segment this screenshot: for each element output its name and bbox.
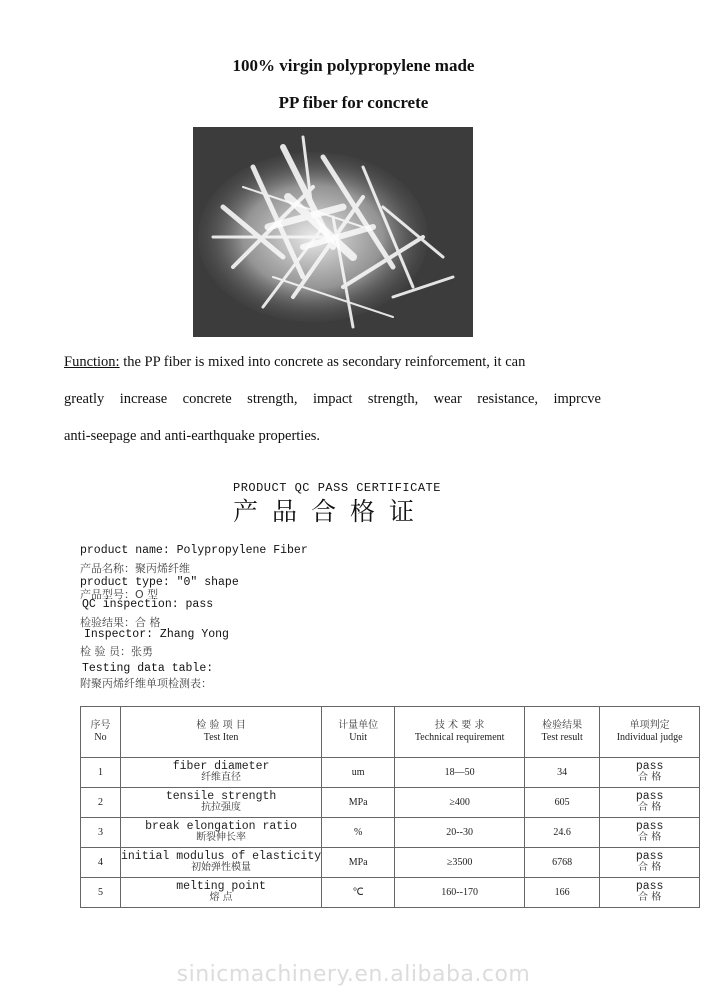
table-row: [81, 788, 700, 818]
row-judge-en: pass: [635, 820, 664, 833]
testing-table-title-zh: 附聚丙烯纤维单项检测表：: [80, 677, 212, 690]
row-judge-zh: 合 格: [638, 832, 662, 843]
row-requirement: ≥400: [395, 788, 525, 818]
function-text-1: the PP fiber is mixed into concrete as secondary reinforcement, it can: [119, 354, 526, 370]
row-judge: [600, 758, 700, 788]
row-result: 166: [525, 878, 600, 908]
row-item-zh: 初始弹性模量: [191, 862, 252, 873]
function-label: Function:: [64, 354, 120, 370]
table-row: [81, 848, 700, 878]
row-requirement: 160--170: [395, 878, 525, 908]
row-judge: [600, 818, 700, 848]
row-unit: ℃: [322, 878, 395, 908]
header-no-en: No: [94, 732, 107, 743]
row-result: 6768: [525, 848, 600, 878]
row-item: [121, 758, 322, 788]
row-unit: %: [322, 818, 395, 848]
header-unit-zh: 计量单位: [338, 720, 379, 731]
header-test-item-zh: 检 验 项 目: [196, 720, 246, 731]
header-judge-en: Individual judge: [616, 732, 683, 743]
table-row: [81, 818, 700, 848]
row-judge-zh: 合 格: [638, 772, 662, 783]
row-item-en: initial modulus of elasticity: [121, 850, 322, 863]
row-requirement: ≥3500: [395, 848, 525, 878]
header-result: [525, 707, 600, 758]
header-test-item-en: Test Iten: [203, 732, 239, 743]
table-header-row: [81, 707, 700, 758]
row-judge: [600, 788, 700, 818]
product-name-zh: 产品名称：聚丙烯纤维: [80, 562, 190, 575]
header-requirement: [395, 707, 525, 758]
product-type-en: product type: "0" shape: [80, 576, 239, 589]
row-no: 1: [81, 758, 121, 788]
header-no-zh: 序号: [90, 720, 111, 731]
row-judge-en: pass: [635, 880, 664, 893]
row-item-zh: 熔 点: [209, 892, 233, 903]
testing-table-title-en: Testing data table:: [82, 662, 214, 675]
header-requirement-en: Technical requirement: [414, 732, 505, 743]
row-item: [121, 788, 322, 818]
function-line-3: anti-seepage and anti-earthquake properties.: [64, 428, 321, 444]
row-item-zh: 断裂伸长率: [196, 832, 247, 843]
header-requirement-zh: 技 术 要 求: [434, 720, 485, 731]
pp-fiber-photo-illustration: [193, 127, 473, 337]
header-unit-en: Unit: [349, 732, 368, 743]
header-judge: [600, 707, 700, 758]
row-judge-zh: 合 格: [638, 802, 662, 813]
inspector-en: Inspector: Zhang Yong: [84, 628, 229, 641]
row-item: [121, 848, 322, 878]
header-no: [81, 707, 121, 758]
row-judge-en: pass: [635, 760, 664, 773]
testing-data-table: [80, 706, 700, 908]
row-item-en: fiber diameter: [172, 760, 270, 773]
function-line-1: [64, 352, 601, 372]
header-result-en: Test result: [541, 732, 583, 743]
page-title-line1: 100% virgin polypropylene made: [232, 56, 475, 75]
header-judge-zh: 单项判定: [629, 720, 670, 731]
row-item-zh: 纤维直径: [201, 772, 242, 783]
certificate-title-en: PRODUCT QC PASS CERTIFICATE: [233, 481, 441, 495]
header-result-zh: 检验结果: [542, 720, 583, 731]
qc-inspection-zh: 检验结果：合 格: [80, 616, 161, 629]
row-item-en: tensile strength: [165, 790, 277, 803]
row-judge-en: pass: [635, 790, 664, 803]
row-judge-zh: 合 格: [638, 892, 662, 903]
header-unit: [322, 707, 395, 758]
row-unit: um: [322, 758, 395, 788]
watermark: sinicmachinery.en.alibaba.com: [176, 962, 531, 987]
row-result: 605: [525, 788, 600, 818]
row-no: 3: [81, 818, 121, 848]
row-item: [121, 818, 322, 848]
page-title-line2: PP fiber for concrete: [278, 93, 429, 112]
certificate-title-zh: 产品合格证: [233, 497, 429, 526]
row-judge: [600, 878, 700, 908]
row-judge-zh: 合 格: [638, 862, 662, 873]
table-row: [81, 878, 700, 908]
row-item-en: melting point: [176, 880, 266, 893]
row-result: 34: [525, 758, 600, 788]
row-item-en: break elongation ratio: [145, 820, 297, 833]
row-no: 4: [81, 848, 121, 878]
inspector-zh: 检 验 员：张勇: [80, 645, 153, 658]
row-item-zh: 抗拉强度: [201, 802, 242, 813]
function-line-2: greatly increase concrete strength, impact strength, wear resistance, imprcve: [64, 391, 601, 407]
row-item: [121, 878, 322, 908]
row-requirement: 20--30: [395, 818, 525, 848]
product-type-zh: 产品型号：O 型: [80, 588, 159, 601]
row-judge: [600, 848, 700, 878]
row-unit: MPa: [322, 788, 395, 818]
row-result: 24.6: [525, 818, 600, 848]
row-no: 2: [81, 788, 121, 818]
table-row: [81, 758, 700, 788]
qc-inspection-en: QC inspection: pass: [82, 598, 214, 611]
row-judge-en: pass: [635, 850, 664, 863]
product-name-en: product name: Polypropylene Fiber: [80, 544, 308, 557]
header-test-item: [121, 707, 322, 758]
row-unit: MPa: [322, 848, 395, 878]
row-no: 5: [81, 878, 121, 908]
row-requirement: 18—50: [395, 758, 525, 788]
product-photo: [193, 127, 473, 337]
